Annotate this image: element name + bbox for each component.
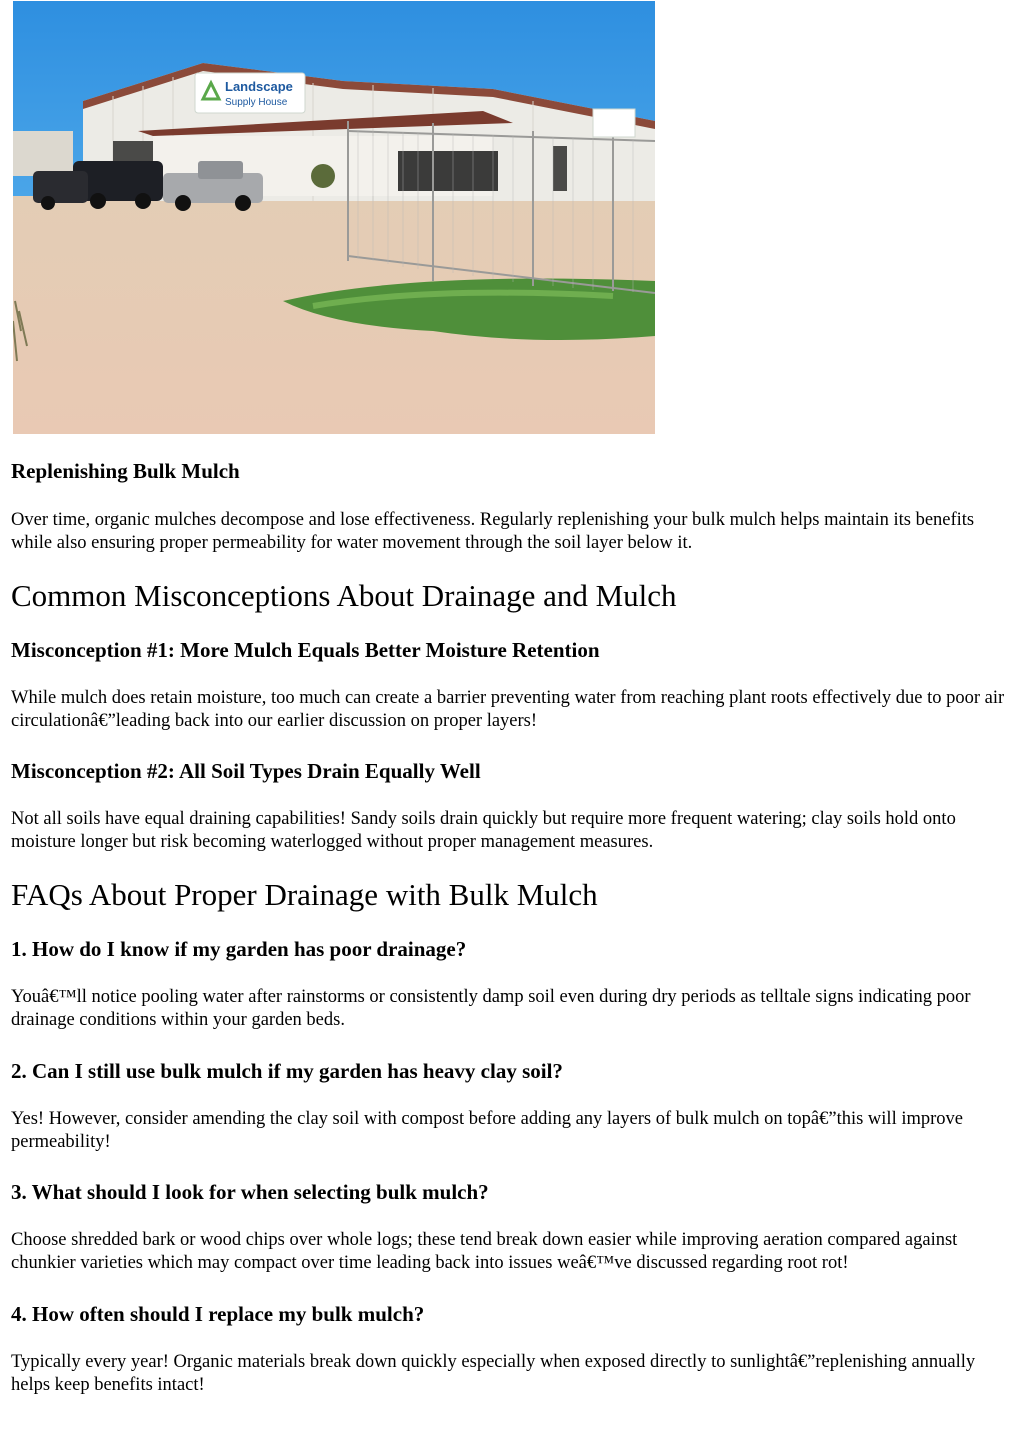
misconception-1-heading: Misconception #1: More Mulch Equals Better Moisture Retention (11, 638, 600, 662)
faq-4-question: 4. How often should I replace my bulk mulch? (11, 1302, 425, 1326)
faq-3-answer: Choose shredded bark or wood chips over whole logs; these tend break down easier while improving aeration compared against chunkier varieties which may compact over time leading back into issues weâ€™ve discussed regarding root rot! (11, 1230, 958, 1273)
svg-text:Supply House: Supply House (225, 97, 288, 108)
section-heading-replenishing: Replenishing Bulk Mulch (11, 459, 240, 483)
landscape-supply-photo (13, 1, 655, 434)
faq-3-question: 3. What should I look for when selecting bulk mulch? (11, 1180, 489, 1204)
heading-misconceptions: Common Misconceptions About Drainage and Mulch (11, 578, 677, 613)
faq-2-question: 2. Can I still use bulk mulch if my garden has heavy clay soil? (11, 1059, 563, 1083)
misconception-2-heading: Misconception #2: All Soil Types Drain Equally Well (11, 759, 481, 783)
misconception-2-text: Not all soils have equal draining capabilities! Sandy soils drain quickly but require more frequent watering; clay soils hold onto moisture longer but risk becoming waterlogged without proper management measures. (11, 809, 956, 852)
faq-2-answer: Yes! However, consider amending the clay soil with compost before adding any layers of bulk mulch on topâ€”this will improve permeability! (11, 1109, 963, 1152)
section-text-replenishing: Over time, organic mulches decompose and lose effectiveness. Regularly replenishing your bulk mulch helps maintain its benefits while also ensuring proper permeability for water movement through the soil layer below it. (11, 510, 975, 553)
faq-4-answer: Typically every year! Organic materials break down quickly especially when exposed directly to sunlightâ€”replenishing annually helps keep benefits intact! (11, 1352, 976, 1395)
faq-1-answer: Youâ€™ll notice pooling water after rainstorms or consistently damp soil even during dry periods as telltale signs indicating poor drainage conditions within your garden beds. (11, 987, 971, 1030)
article-content (11, 458, 1013, 1397)
faq-1-question: 1. How do I know if my garden has poor drainage? (11, 937, 467, 961)
misconception-1-text: While mulch does retain moisture, too much can create a barrier preventing water from reaching plant roots effectively due to poor air circulationâ€”leading back into our earlier discussion on proper layers! (11, 688, 1005, 731)
svg-text:Landscape: Landscape (225, 79, 293, 94)
heading-faqs: FAQs About Proper Drainage with Bulk Mulch (11, 877, 598, 912)
